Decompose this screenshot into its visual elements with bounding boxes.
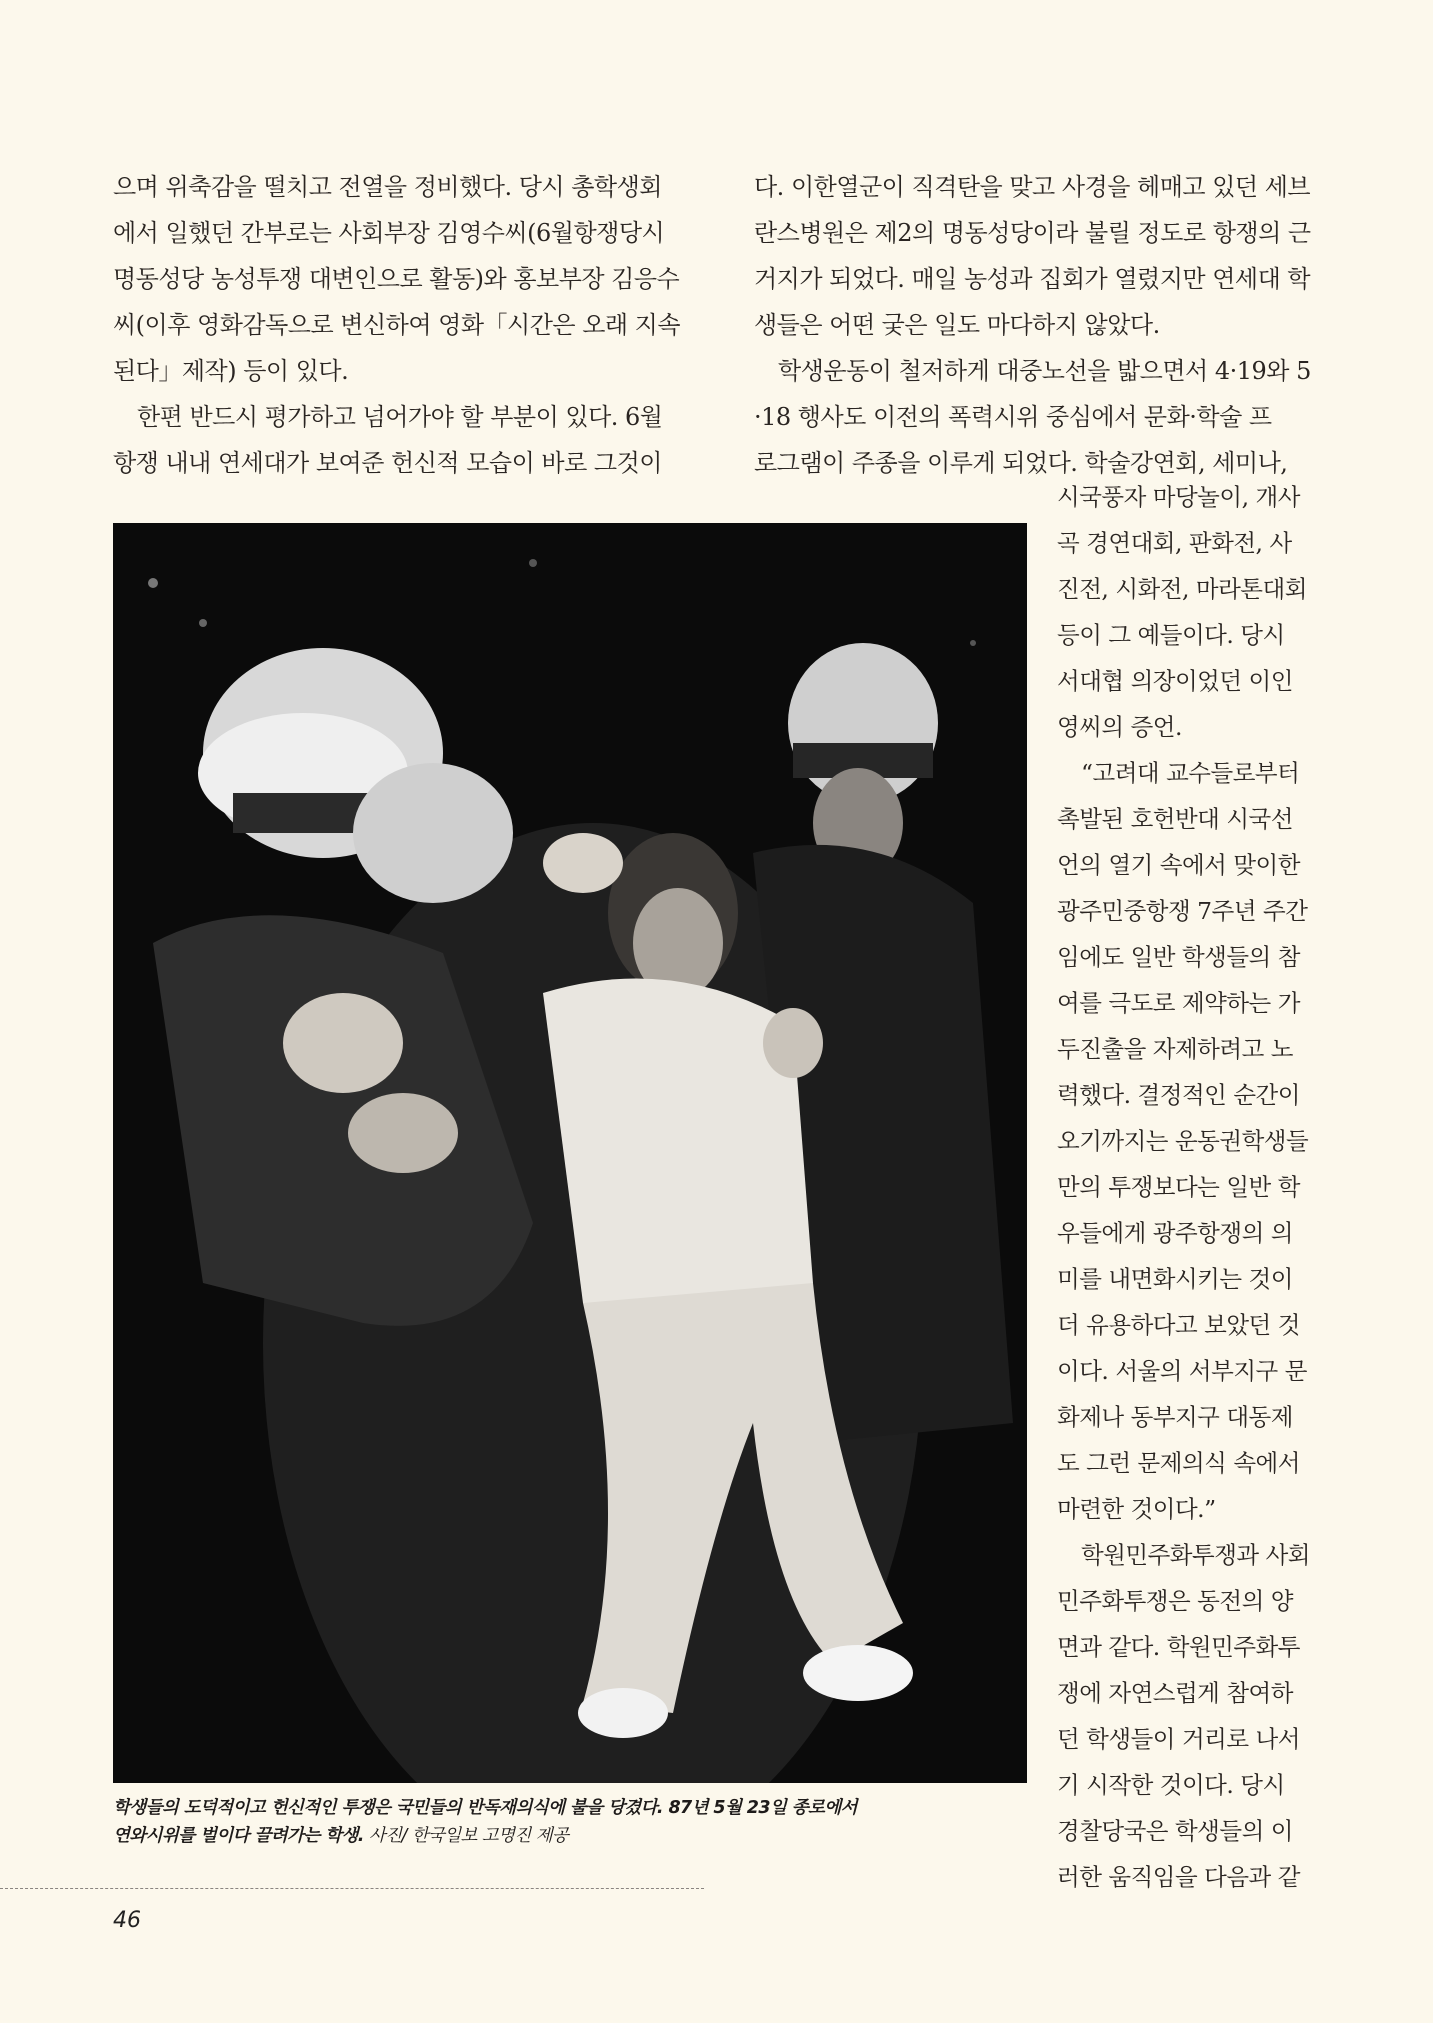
photo-caption — [113, 1794, 1013, 1850]
text-line: 러한 움직임을 다음과 같 — [1057, 1863, 1300, 1891]
text-line: 력했다. 결정적인 순간이 — [1057, 1081, 1300, 1109]
text-line: 민주화투쟁은 동전의 양 — [1057, 1587, 1293, 1615]
text-line: 란스병원은 제2의 명동성당이라 불릴 정도로 항쟁의 근 — [754, 219, 1311, 247]
text-line: 학원민주화투쟁과 사회 — [1081, 1541, 1310, 1569]
text-line: 던 학생들이 거리로 나서 — [1057, 1725, 1300, 1753]
right-column-top-text — [754, 164, 1339, 486]
caption-line-2 — [113, 1822, 1013, 1850]
text-line: 로그램이 주종을 이루게 되었다. 학술강연회, 세미나, — [754, 449, 1288, 477]
text-line: 임에도 일반 학생들의 참 — [1057, 943, 1300, 971]
text-line: 씨(이후 영화감독으로 변신하여 영화「시간은 오래 지속 — [113, 311, 681, 339]
text-line: 경찰당국은 학생들의 이 — [1057, 1817, 1293, 1845]
text-line: 기 시작한 것이다. 당시 — [1057, 1771, 1285, 1799]
text-line: 이다. 서울의 서부지구 문 — [1057, 1357, 1307, 1385]
text-line: 여를 극도로 제약하는 가 — [1057, 989, 1300, 1017]
text-line: 쟁에 자연스럽게 참여하 — [1057, 1679, 1293, 1707]
footer-divider — [0, 1888, 704, 1889]
text-line: 명동성당 농성투쟁 대변인으로 활동)와 홍보부장 김응수 — [113, 265, 680, 293]
text-line: 오기까지는 운동권학생들 — [1057, 1127, 1309, 1155]
text-line: 광주민중항쟁 7주년 주간 — [1057, 897, 1308, 925]
text-line: 항쟁 내내 연세대가 보여준 헌신적 모습이 바로 그것이 — [113, 449, 662, 477]
left-column-text — [113, 164, 701, 486]
caption-line: 연와시위를 벌이다 끌려가는 학생. — [113, 1826, 364, 1846]
page-number: 46 — [113, 1908, 141, 1933]
text-line: 거지가 되었다. 매일 농성과 집회가 열렸지만 연세대 학 — [754, 265, 1311, 293]
text-line: 등이 그 예들이다. 당시 — [1057, 621, 1285, 649]
text-line: 학생운동이 철저하게 대중노선을 밟으면서 4·19와 5 — [778, 357, 1311, 385]
text-line: 서대협 의장이었던 이인 — [1057, 667, 1293, 695]
text-line: ·18 행사도 이전의 폭력시위 중심에서 문화·학술 프 — [754, 403, 1272, 431]
text-line: 더 유용하다고 보았던 것 — [1057, 1311, 1300, 1339]
text-line: 우들에게 광주항쟁의 의 — [1057, 1219, 1293, 1247]
text-line: 진전, 시화전, 마라톤대회 — [1057, 575, 1307, 603]
text-line: 마련한 것이다.” — [1057, 1495, 1216, 1523]
caption-line: 학생들의 도덕적이고 헌신적인 투쟁은 국민들의 반독재의식에 불을 당겼다. 87년 5월 23일 종로에서 — [113, 1798, 857, 1818]
text-line: 화제나 동부지구 대동제 — [1057, 1403, 1293, 1431]
text-line: 시국풍자 마당놀이, 개사 — [1057, 483, 1300, 511]
text-line: 생들은 어떤 궂은 일도 마다하지 않았다. — [754, 311, 1160, 339]
text-line: 도 그런 문제의식 속에서 — [1057, 1449, 1300, 1477]
text-line: 으며 위축감을 떨치고 전열을 정비했다. 당시 총학생회 — [113, 173, 662, 201]
text-line: 만의 투쟁보다는 일반 학 — [1057, 1173, 1300, 1201]
text-line: 미를 내면화시키는 것이 — [1057, 1265, 1293, 1293]
text-line: 한편 반드시 평가하고 넘어가야 할 부분이 있다. 6월 — [137, 403, 663, 431]
photo-illustration — [113, 523, 1027, 1783]
text-line: 촉발된 호헌반대 시국선 — [1057, 805, 1293, 833]
text-line: 언의 열기 속에서 맞이한 — [1057, 851, 1300, 879]
text-line: 곡 경연대회, 판화전, 사 — [1057, 529, 1292, 557]
text-line: 면과 같다. 학원민주화투 — [1057, 1633, 1300, 1661]
text-line: 다. 이한열군이 직격탄을 맞고 사경을 헤매고 있던 세브 — [754, 173, 1311, 201]
photo-credit: 사진/ 한국일보 고명진 제공 — [363, 1826, 569, 1846]
text-line: 된다」제작) 등이 있다. — [113, 357, 349, 385]
text-line: 영씨의 증언. — [1057, 713, 1182, 741]
text-line: “고려대 교수들로부터 — [1081, 759, 1300, 787]
right-column-narrow-text — [1057, 474, 1339, 1900]
text-line: 에서 일했던 간부로는 사회부장 김영수씨(6월항쟁당시 — [113, 219, 665, 247]
protest-photo — [113, 523, 1027, 1783]
text-line: 두진출을 자제하려고 노 — [1057, 1035, 1293, 1063]
